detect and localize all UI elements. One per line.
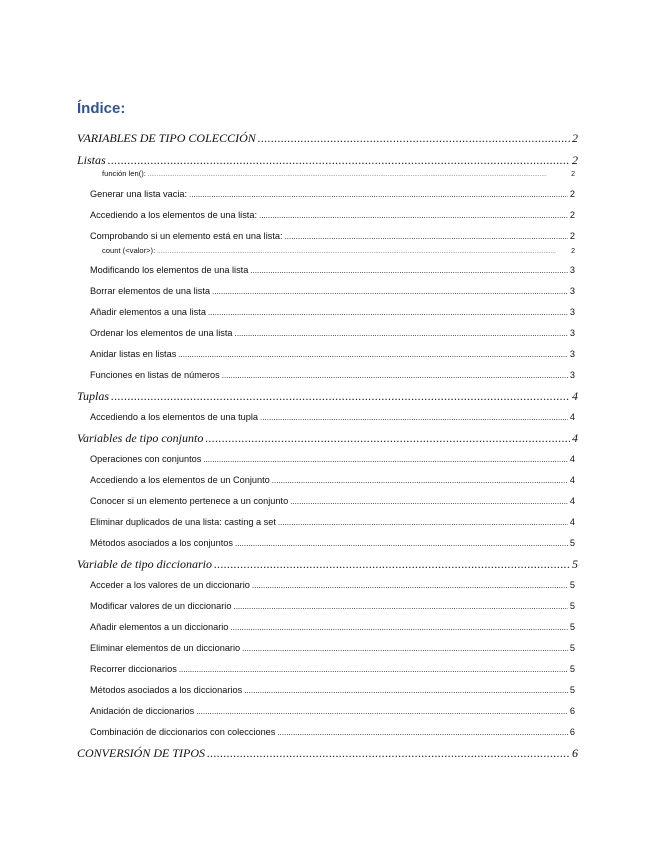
toc-entry-label: Operaciones con conjuntos <box>90 454 202 464</box>
toc-entry-page: 5 <box>569 622 575 632</box>
toc-entry-page: 2 <box>569 231 575 241</box>
leader-dots <box>285 231 568 241</box>
toc-entry[interactable] <box>0 231 655 241</box>
toc-entry-label: CONVERSIÓN DE TIPOS <box>77 746 205 760</box>
leader-dots <box>207 746 570 761</box>
leader-dots <box>212 286 568 296</box>
toc-entry-label: count (<valor>): <box>102 246 156 255</box>
leader-dots <box>208 307 568 317</box>
leader-dots <box>196 706 568 716</box>
toc-entry-label: Comprobando si un elemento está en una lista: <box>90 231 283 241</box>
toc-entry-page: 4 <box>569 475 575 485</box>
leader-dots <box>278 517 568 527</box>
toc-entry[interactable] <box>0 706 655 716</box>
leader-dots <box>277 727 567 737</box>
toc-entry[interactable] <box>0 746 655 761</box>
toc-entry[interactable] <box>0 349 655 359</box>
toc-entry[interactable] <box>0 727 655 737</box>
toc-entry-page: 3 <box>569 328 575 338</box>
toc-entry-page: 2 <box>571 248 575 255</box>
toc-entry-page: 5 <box>569 580 575 590</box>
toc-entry[interactable] <box>0 431 655 446</box>
toc-entry-label: Combinación de diccionarios con colecciones <box>90 727 276 737</box>
toc-entry-label: Tuplas <box>77 389 110 403</box>
toc-entry-label: Listas <box>77 153 106 167</box>
toc-entry-label: Recorrer diccionarios <box>90 664 177 674</box>
toc-entry[interactable] <box>0 370 655 380</box>
toc-entry[interactable] <box>0 601 655 611</box>
toc-entry-label: Variables de tipo conjunto <box>77 431 204 445</box>
toc-entry-label: Variable de tipo diccionario <box>77 557 212 571</box>
leader-dots <box>203 454 568 464</box>
toc-entry-page: 3 <box>569 286 575 296</box>
toc-entry-page: 4 <box>569 412 575 422</box>
toc-entry[interactable] <box>0 475 655 485</box>
leader-dots <box>222 370 568 380</box>
leader-dots <box>179 664 568 674</box>
leader-dots <box>235 328 568 338</box>
toc-entry-label: Generar una lista vacia: <box>90 189 188 199</box>
toc-entry-page: 6 <box>569 727 575 737</box>
toc-entry-page: 4 <box>569 454 575 464</box>
toc-entry[interactable] <box>0 169 655 178</box>
toc-entry[interactable] <box>0 210 655 220</box>
leader-dots <box>272 475 568 485</box>
toc-entry[interactable] <box>0 580 655 590</box>
leader-dots <box>189 189 568 199</box>
toc-entry-page: 5 <box>569 538 575 548</box>
toc-entry-label: Accediendo a los elementos de una lista: <box>90 210 258 220</box>
toc-entry[interactable] <box>0 389 655 404</box>
toc-entry-label: Accediendo a los elementos de un Conjunto <box>90 475 270 485</box>
toc-entry-label: Acceder a los valores de un diccionario <box>90 580 250 590</box>
toc-entry-label: Conocer si un elemento pertenece a un conjunto <box>90 496 289 506</box>
toc-entry-page: 2 <box>569 210 575 220</box>
toc-entry[interactable] <box>0 131 655 146</box>
leader-dots <box>230 622 567 632</box>
toc-entry-page: 2 <box>572 153 578 167</box>
toc-entry-label: Modificando los elementos de una lista <box>90 265 249 275</box>
leader-dots <box>250 265 568 275</box>
toc-entry-label: Ordenar los elementos de una lista <box>90 328 233 338</box>
leader-dots <box>242 643 568 653</box>
toc-entry[interactable] <box>0 685 655 695</box>
toc-entry[interactable] <box>0 265 655 275</box>
toc-entry-page: 5 <box>569 685 575 695</box>
toc-entry-page: 4 <box>572 431 578 445</box>
toc-entry[interactable] <box>0 286 655 296</box>
toc-entry-page: 3 <box>569 370 575 380</box>
toc-entry-label: Borrar elementos de una lista <box>90 286 211 296</box>
toc-entry-label: VARIABLES DE TIPO COLECCIÓN <box>77 131 256 145</box>
toc-entry[interactable] <box>0 454 655 464</box>
toc-entry-label: Métodos asociados a los diccionarios <box>90 685 243 695</box>
leader-dots <box>108 153 570 168</box>
leader-dots <box>258 131 570 146</box>
toc-entry[interactable] <box>0 307 655 317</box>
toc-entry[interactable] <box>0 496 655 506</box>
toc-entry-label: Eliminar elementos de un diccionario <box>90 643 241 653</box>
leader-dots <box>235 538 568 548</box>
toc-entry-page: 3 <box>569 307 575 317</box>
toc-entry-page: 4 <box>572 389 578 403</box>
toc-entry[interactable] <box>0 517 655 527</box>
toc-entry-label: Anidar listas en listas <box>90 349 177 359</box>
toc-entry-label: Anidación de diccionarios <box>90 706 195 716</box>
toc-entry-page: 2 <box>569 189 575 199</box>
toc-title: Índice: <box>77 100 126 117</box>
toc-entry[interactable] <box>0 643 655 653</box>
toc-entry-page: 5 <box>572 557 578 571</box>
toc-entry-page: 3 <box>569 265 575 275</box>
toc-entry-page: 2 <box>571 171 575 178</box>
toc-entry[interactable] <box>0 538 655 548</box>
toc-entry-page: 6 <box>569 706 575 716</box>
toc-entry[interactable] <box>0 664 655 674</box>
toc-entry-label: función len(): <box>102 169 146 178</box>
leader-dots <box>205 431 570 446</box>
toc-entry[interactable] <box>0 412 655 422</box>
leader-dots <box>290 496 568 506</box>
toc-entry-page: 3 <box>569 349 575 359</box>
toc-entry-page: 5 <box>569 643 575 653</box>
toc-entry-page: 4 <box>569 517 575 527</box>
leader-dots <box>111 389 570 404</box>
toc-entry-label: Accediendo a los elementos de una tupla <box>90 412 259 422</box>
toc-entry[interactable] <box>0 153 655 168</box>
toc-entry-page: 5 <box>569 664 575 674</box>
leader-dots <box>260 412 568 422</box>
toc-entry-page: 2 <box>572 131 578 145</box>
leader-dots <box>233 601 567 611</box>
toc-entry[interactable] <box>0 328 655 338</box>
toc-entry[interactable] <box>0 622 655 632</box>
leader-dots <box>252 580 568 590</box>
toc-entry[interactable] <box>0 189 655 199</box>
toc-entry-page: 4 <box>569 496 575 506</box>
leader-dots <box>178 349 568 359</box>
toc-entry-label: Añadir elementos a un diccionario <box>90 622 229 632</box>
leader-dots <box>244 685 568 695</box>
toc-entry-label: Añadir elementos a una lista <box>90 307 206 317</box>
leader-dots <box>148 169 569 178</box>
toc-entry-page: 6 <box>572 746 578 760</box>
toc-entry[interactable] <box>0 557 655 572</box>
toc-entry-label: Funciones en listas de números <box>90 370 220 380</box>
toc-entry-label: Métodos asociados a los conjuntos <box>90 538 234 548</box>
toc-entry[interactable] <box>0 246 655 255</box>
leader-dots <box>259 210 568 220</box>
toc-entry-page: 5 <box>569 601 575 611</box>
toc-entry-label: Eliminar duplicados de una lista: casting a set <box>90 517 276 527</box>
leader-dots <box>157 246 569 255</box>
toc-entry-label: Modificar valores de un diccionario <box>90 601 232 611</box>
leader-dots <box>214 557 570 572</box>
